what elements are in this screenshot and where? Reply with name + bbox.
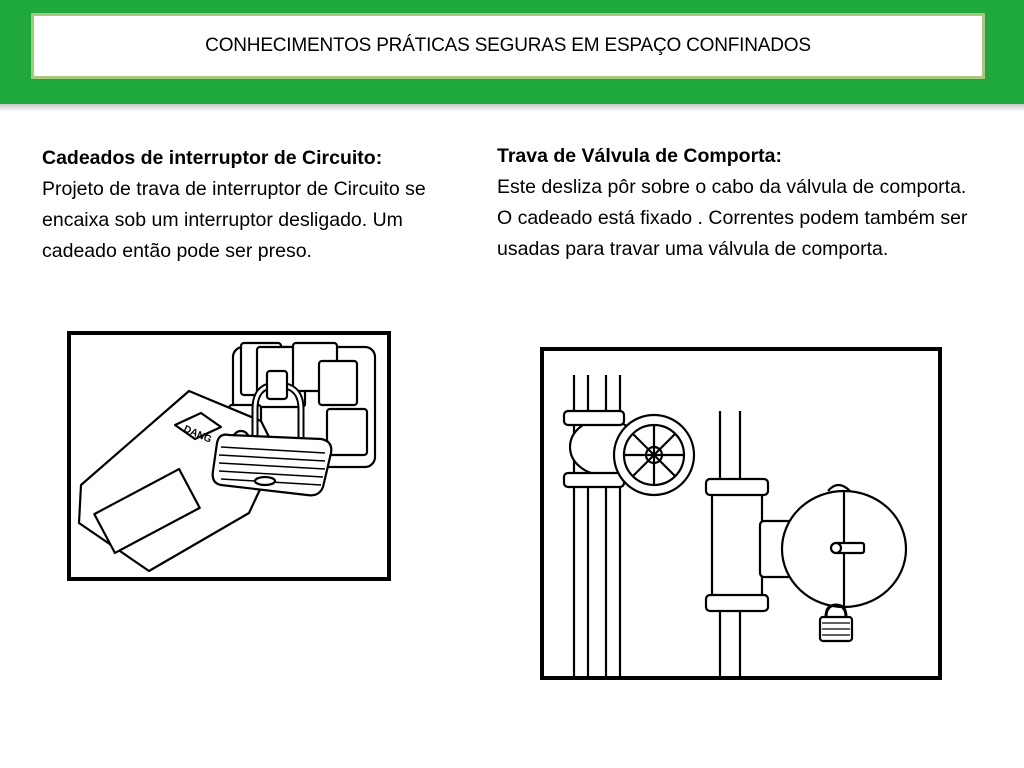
- header-shadow: [0, 104, 1024, 112]
- tag-danger-text: DANG: [181, 423, 214, 446]
- title-box: [31, 13, 985, 79]
- left-body: Projeto de trava de interruptor de Circuito se encaixa sob um interruptor desligado. Um cadeado então pode ser preso.: [42, 178, 426, 262]
- right-text-block: [497, 141, 977, 265]
- left-text-block: [42, 143, 462, 267]
- page-title: CONHECIMENTOS PRÁTICAS SEGURAS EM ESPAÇO CONFINADOS: [205, 35, 811, 56]
- circuit-breaker-lockout-figure: [67, 331, 391, 581]
- circuit-breaker-lockout-icon: [71, 335, 387, 577]
- gate-valve-lockout-icon: [544, 351, 938, 676]
- gate-valve-lockout-figure: [540, 347, 942, 680]
- right-body: Este desliza pôr sobre o cabo da válvula de comporta. O cadeado está fixado . Correntes podem também ser usadas para travar uma válvula de comporta.: [497, 176, 968, 260]
- left-heading: Cadeados de interruptor de Circuito:: [42, 147, 383, 169]
- right-heading: Trava de Válvula de Comporta:: [497, 145, 783, 167]
